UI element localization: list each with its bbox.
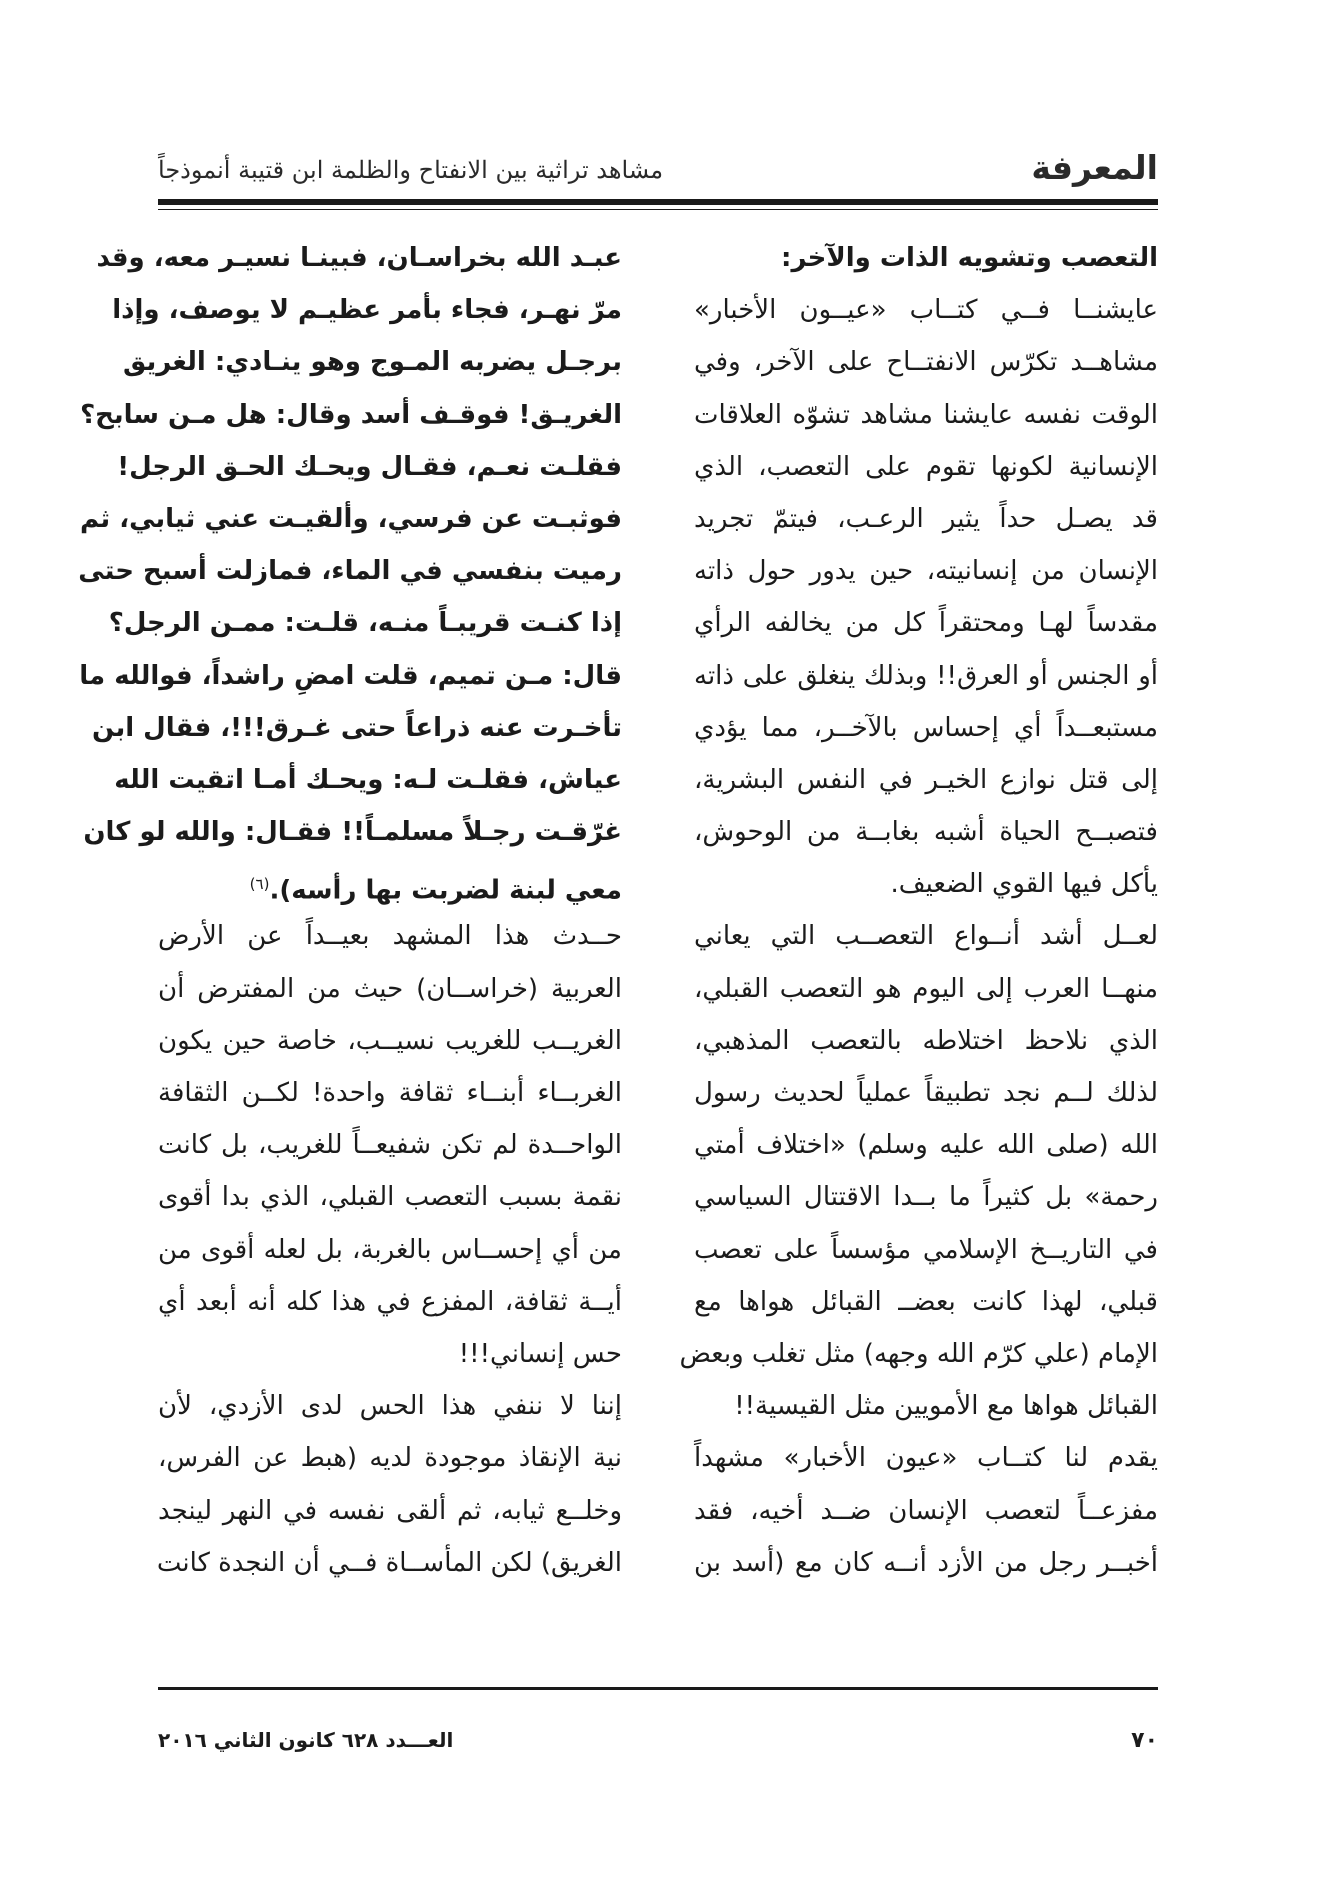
text-line: الواحــدة لم تكن شفيعــاً للغريب، بل كانت <box>158 1130 622 1161</box>
text-line: نقمة بسبب التعصب القبلي، الذي بدا أقوى <box>158 1182 622 1213</box>
text-line: الغريــب للغريب نسيــب، خاصة حين يكون <box>158 1025 622 1056</box>
text-line: إننا لا ننفي هذا الحس لدى الأزدي، لأن <box>158 1391 622 1422</box>
text-line: الإنسانية لكونها تقوم على التعصب، الذي <box>694 451 1158 482</box>
text-line: الغربــاء أبنــاء ثقافة واحدة! لكــن الثقافة <box>158 1078 622 1108</box>
text-line: إلى قتل نوازع الخيـر في النفس البشرية، <box>694 764 1158 795</box>
text-line: العربية (خراســان) حيث من المفترض أن <box>158 973 622 1004</box>
right-column <box>679 232 1158 1589</box>
text-line: الغريق) لكن المأســاة فــي أن النجدة كانت <box>156 1547 622 1578</box>
text-line: قبلي، لهذا كانت بعضــ القبائل هواها مع <box>694 1286 1158 1317</box>
text-line: الذي نلاحظ اختلاطه بالتعصب المذهبي، <box>694 1025 1158 1056</box>
text-line: حــدث هذا المشهد بعيــداً عن الأرض <box>158 921 622 952</box>
quote-line: فقلـت نعـم، فقـال ويحـك الحـق الرجل! <box>117 451 622 482</box>
quote-line: فوثبـت عن فرسي، وألقيـت عني ثيابي، ثم <box>79 503 622 534</box>
text-line: نية الإنقاذ موجودة لديه (هبط عن الفرس، <box>158 1443 622 1474</box>
quote-line: مرّ نهـر، فجاء بأمر عظيـم لا يوصف، وإذا <box>112 295 622 326</box>
quote-line: رميت بنفسي في الماء، فمازلت أسبح حتى <box>78 556 622 587</box>
footnote-marker: (٦) <box>249 875 270 894</box>
running-title: مشاهد تراثية بين الانفتاح والظلمة ابن قتيبة أنموذجاً <box>158 156 664 184</box>
quote-line: عبـد الله بخراسـان، فبينـا نسيـر معه، وقد <box>96 243 622 273</box>
text-line: منهــا العرب إلى اليوم هو التعصب القبلي، <box>694 973 1158 1004</box>
quote-line: قال: مـن تميم، قلت امضِ راشداً، فوالله ما <box>79 660 622 691</box>
quote-last-line <box>158 858 622 910</box>
text-line: وخلــع ثيابه، ثم ألقى نفسه في النهر لينجد <box>158 1495 622 1526</box>
text-line: في التاريــخ الإسلامي مؤسساً على تعصب <box>694 1234 1158 1265</box>
text-line: الله (صلى الله عليه وسلم) «اختلاف أمتي <box>694 1130 1158 1161</box>
text-line: مقدساً لهـا ومحتقراً كل من يخالفه الرأي <box>694 608 1158 639</box>
text-line: الإمام (علي كرّم الله وجهه) مثل تغلب وبعض <box>679 1338 1158 1369</box>
text-line: لذلك لــم نجد تطبيقاً عملياً لحديث رسول <box>694 1078 1158 1108</box>
text-line: أخبــر رجل من الأزد أنــه كان مع (أسد بن <box>694 1547 1158 1578</box>
text-line: يأكل فيها القوي الضعيف. <box>890 869 1158 900</box>
text-line: أو الجنس أو العرق!! وبذلك ينغلق على ذاته <box>694 660 1158 691</box>
text-line: مفزعــاً لتعصب الإنسان ضــد أخيه، فقد <box>694 1495 1158 1526</box>
quote-line: إذا كنـت قريبـاً منـه، قلـت: ممـن الرجل؟ <box>108 608 622 639</box>
text-line: القبائل هواها مع الأمويين مثل القيسية!! <box>734 1391 1158 1422</box>
text-line: الإنسان من إنسانيته، حين يدور حول ذاته <box>694 556 1158 587</box>
quote-line: غرّقـت رجـلاً مسلمـاً!! فقـال: والله لو كان <box>83 817 622 848</box>
issue-info: العـــدد ٦٢٨ كانون الثاني ٢٠١٦ <box>158 1728 454 1752</box>
text-line: يقدم لنا كتــاب «عيون الأخبار» مشهداً <box>694 1443 1158 1474</box>
page-number: ٧٠ <box>1131 1728 1158 1753</box>
header-rule-thin <box>158 209 1158 210</box>
header-rule <box>158 199 1158 205</box>
text-line: رحمة» بل كثيراً ما بــدا الاقتتال السياسي <box>694 1182 1158 1213</box>
footer-rule <box>158 1687 1158 1690</box>
text-line: الوقت نفسه عايشنا مشاهد تشوّه العلاقات <box>694 399 1158 430</box>
text-line: عايشنــا فــي كتــاب «عيــون الأخبار» <box>694 295 1158 326</box>
text-line: مستبعــداً أي إحساس بالآخــر، مما يؤدي <box>694 712 1158 743</box>
quote-line: معي لبنة لضربت بها رأسه). <box>269 875 622 906</box>
quote-line: برجـل يضربه المـوج وهو ينـادي: الغريق <box>123 347 622 378</box>
text-line: فتصبــح الحياة أشبه بغابــة من الوحوش، <box>694 817 1158 848</box>
quote-line: عياش، فقلـت لـه: ويحـك أمـا اتقيت الله <box>114 764 622 795</box>
text-line: من أي إحســاس بالغربة، بل لعله أقوى من <box>158 1234 622 1265</box>
quote-line: تأخـرت عنه ذراعاً حتى غـرق!!!، فقال ابن <box>92 712 622 743</box>
quote-line: الغريـق! فوقـف أسد وقال: هل مـن سابح؟ <box>80 399 622 430</box>
page-header <box>158 140 1158 202</box>
text-line: قد يصـل حداً يثير الرعـب، فيتمّ تجريد <box>694 503 1158 534</box>
magazine-logo: المعرفة <box>1031 148 1158 187</box>
text-line: لعــل أشد أنــواع التعصــب التي يعاني <box>694 921 1158 952</box>
text-line: حس إنساني!!! <box>458 1338 622 1369</box>
text-line: أيــة ثقافة، المفزع في هذا كله أنه أبعد أي <box>158 1286 622 1317</box>
left-column <box>78 232 622 1589</box>
section-heading: التعصب وتشويه الذات والآخر: <box>781 243 1158 273</box>
text-line: مشاهــد تكرّس الانفتــاح على الآخر، وفي <box>694 347 1158 378</box>
